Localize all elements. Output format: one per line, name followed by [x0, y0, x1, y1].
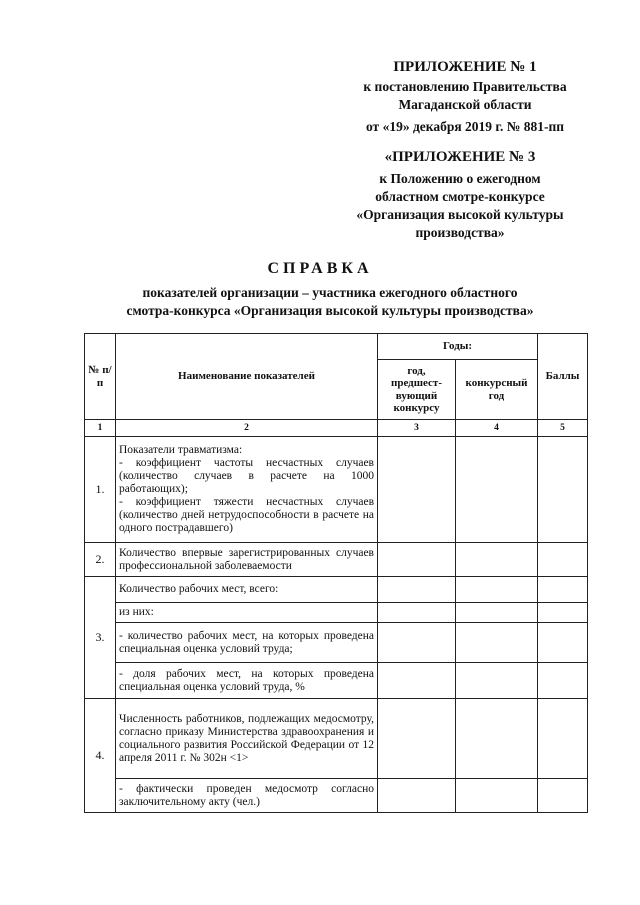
table-row [85, 699, 588, 779]
appendix-1-line-2: Магаданской области [398, 97, 532, 112]
header-years: Годы: [378, 334, 538, 360]
points-cell[interactable] [538, 699, 588, 779]
indicators-table [84, 333, 588, 813]
table-row [85, 543, 588, 577]
indicator-name: - доля рабочих мест, на которых проведена специальная оценка условий труда, % [116, 663, 378, 699]
appendix-3-line-1: к Положению о ежегодном [379, 171, 541, 186]
row-number: 2. [85, 543, 116, 577]
header-number: № п/п [85, 334, 116, 420]
contest-year-value-cell[interactable] [456, 623, 538, 663]
row-number: 3. [85, 577, 116, 699]
indicator-name: Количество рабочих мест, всего: [116, 577, 378, 603]
column-number: 2 [116, 420, 378, 437]
indicator-name: Количество впервые зарегистрированных случаев профессиональной заболеваемости [116, 543, 378, 577]
header-prev-year: год, предшест-вующий конкурсу [378, 360, 456, 420]
points-cell[interactable] [538, 543, 588, 577]
row-number: 1. [85, 437, 116, 543]
prev-year-value-cell[interactable] [378, 699, 456, 779]
points-cell[interactable] [538, 577, 588, 603]
appendix-1-date: от «19» декабря 2019 г. № 881-пп [365, 119, 564, 134]
contest-year-value-cell[interactable] [456, 543, 538, 577]
document-subtitle [80, 284, 580, 320]
column-number: 1 [85, 420, 116, 437]
appendix-1-title: ПРИЛОЖЕНИЕ № 1 [393, 59, 537, 75]
contest-year-value-cell[interactable] [456, 603, 538, 623]
points-cell[interactable] [538, 437, 588, 543]
row-number: 4. [85, 699, 116, 813]
prev-year-value-cell[interactable] [378, 577, 456, 603]
contest-year-value-cell[interactable] [456, 663, 538, 699]
contest-year-value-cell[interactable] [456, 699, 538, 779]
indicator-name: - количество рабочих мест, на которых проведена специальная оценка условий труда; [116, 623, 378, 663]
points-cell[interactable] [538, 779, 588, 813]
appendix-1-header [340, 58, 590, 136]
prev-year-value-cell[interactable] [378, 779, 456, 813]
prev-year-value-cell[interactable] [378, 603, 456, 623]
points-cell[interactable] [538, 663, 588, 699]
header-points: Баллы [538, 334, 588, 420]
appendix-3-line-3: «Организация высокой культуры [356, 207, 564, 222]
prev-year-value-cell[interactable] [378, 623, 456, 663]
column-number: 5 [538, 420, 588, 437]
appendix-3-title: «ПРИЛОЖЕНИЕ № 3 [384, 149, 536, 165]
appendix-1-line-1: к постановлению Правительства [363, 79, 567, 94]
points-cell[interactable] [538, 603, 588, 623]
column-numbers-row [85, 420, 588, 437]
header-contest-year: конкурсный год [456, 360, 538, 420]
table-row [85, 603, 588, 623]
document-subtitle-line-2: смотра-конкурса «Организация высокой культуры производства» [126, 303, 534, 318]
table-row [85, 577, 588, 603]
prev-year-value-cell[interactable] [378, 437, 456, 543]
document-title: СПРАВКА [267, 260, 373, 277]
indicator-name: - фактически проведен медосмотр согласно заключительному акту (чел.) [116, 779, 378, 813]
table-row [85, 623, 588, 663]
prev-year-value-cell[interactable] [378, 663, 456, 699]
column-number: 4 [456, 420, 538, 437]
points-cell[interactable] [538, 623, 588, 663]
indicator-name: из них: [116, 603, 378, 623]
table-row [85, 437, 588, 543]
indicators-body [85, 437, 588, 813]
table-row [85, 779, 588, 813]
document-subtitle-line-1: показателей организации – участника ежегодного областного [142, 285, 518, 300]
indicator-name: Показатели травматизма: - коэффициент частоты несчастных случаев (количество случаев в расчете на 1000 работающих); - коэффициент тяжести несчастных случаев (количество дней нетрудоспособности в расчете на одного пострадавшего) [116, 437, 378, 543]
contest-year-value-cell[interactable] [456, 779, 538, 813]
contest-year-value-cell[interactable] [456, 577, 538, 603]
table-row [85, 663, 588, 699]
column-number: 3 [378, 420, 456, 437]
contest-year-value-cell[interactable] [456, 437, 538, 543]
appendix-3-line-2: областном смотре-конкурсе [375, 189, 545, 204]
appendix-3-header [330, 148, 590, 242]
appendix-3-line-4: производства» [415, 225, 505, 240]
indicator-name: Численность работников, подлежащих медосмотру, согласно приказу Министерства здравоохранения и социального развития Российской Федерации от 12 апреля 2011 г. № 302н <1> [116, 699, 378, 779]
header-name: Наименование показателей [116, 334, 378, 420]
prev-year-value-cell[interactable] [378, 543, 456, 577]
